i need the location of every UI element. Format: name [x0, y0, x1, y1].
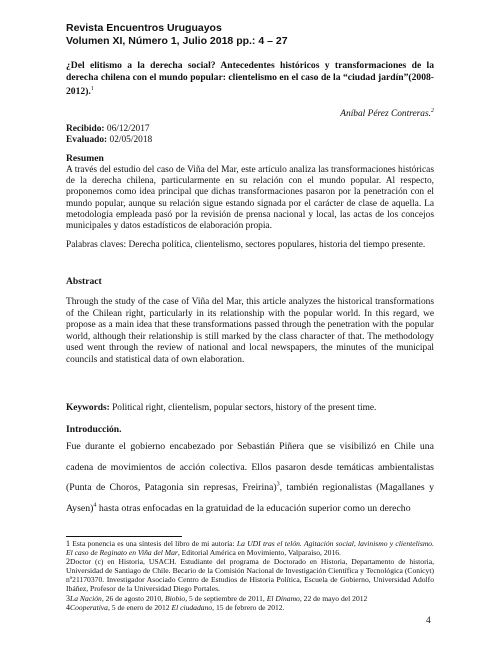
journal-header	[66, 22, 288, 48]
footnote-3-date-c: , 22 de mayo del 2012	[299, 593, 368, 603]
title-footnote-marker[interactable]: 1	[90, 85, 94, 92]
received-value: 06/12/2017	[106, 124, 150, 134]
article-author	[340, 108, 434, 119]
resumen-heading: Resumen	[66, 153, 104, 164]
footnote-3-date-b: , 5 de septiembre de 2011,	[185, 593, 267, 603]
footnote-3-number: 3	[66, 593, 70, 603]
article-title	[66, 60, 434, 98]
footnote-4-source-b: El ciudadano	[171, 602, 213, 612]
evaluated-label: Evaluado:	[66, 135, 108, 145]
footnote-1-publisher: , Editorial América en Movimiento, Valparaíso, 2016.	[177, 548, 341, 558]
intro-text-3: hasta otras enfocadas en la gratuidad de la educación superior como un derecho	[96, 502, 411, 514]
footnote-3-source-c: El Dínamo	[266, 593, 300, 603]
footnote-4-date-a: , 5 de enero de 2012	[107, 602, 172, 612]
footnote-2-text: Doctor (c) en Historia, USACH. Estudiante del programa de Doctorado en Historia, Departamento de historia, Universidad de Santiago de Chile. Becario de la Comisión Nacional de Investigación Científica y Tecnológica (Conicyt) nº21170370. Investigador Asociado Centro de Estudios de Historia Política, Escuela de Gobierno, Universidad Adolfo Ibáñez, Profesor de la Universidad Diego Portales.	[66, 557, 434, 594]
introduccion-text	[66, 437, 434, 519]
footnote-1-book-title: La UDI tras el telón. Agitación social, lavinismo y clientelismo. El caso de Reginato en Viña del Mar	[66, 539, 435, 558]
received-label: Recibido:	[66, 124, 105, 134]
page-number: 4	[426, 616, 431, 626]
footnote-4-date-b: , 15 de febrero de 2012.	[212, 602, 285, 612]
journal-name: Revista Encuentros Uruguayos	[66, 22, 222, 34]
resumen-text: A través del estudio del caso de Viña del Mar, este artículo analiza las transformaciones históricas de la derecha chilena, particularmente en su relación con el mundo popular. Al respecto, proponemos como idea principal que dichas transformaciones pasaron por la penetración con el mundo popular, aunque su relación sigue estando signada por el carácter de clase de aquella. La metodología empleada pasó por la revisión de prensa nacional y local, las actas de los concejos municipales y datos estadísticos de elaboración propia.	[66, 165, 434, 232]
footnote-4	[66, 603, 434, 612]
resumen-keywords: Palabras claves: Derecha política, clientelismo, sectores populares, historia del tiempo presente.	[66, 240, 426, 250]
evaluated-value: 02/05/2018	[109, 135, 153, 145]
article-dates	[66, 124, 152, 146]
author-footnote-marker[interactable]: 2	[431, 108, 434, 114]
footnote-2	[66, 557, 434, 593]
footnote-1-text: Esta ponencia es una síntesis del libro de mi autoría:	[70, 539, 237, 548]
journal-volume: Volumen XI, Número 1, Julio 2018 pp.: 4 – 27	[66, 35, 288, 47]
footnote-3-source-b: Biobio	[164, 593, 186, 603]
evaluated-date	[66, 135, 152, 146]
abstract-keywords-value: Political right, clientelism, popular sectors, history of the present time.	[112, 403, 377, 413]
intro-text-1: Fue durante el gobierno encabezado por Sebastián Piñera que se visibilizó en Chile una cadena de movimientos de acción colectiva. Ellos pasaron desde temáticas ambientalistas (Punta de Choros, Patagonia sin represas, Freirina)	[66, 441, 434, 493]
abstract-text: Through the study of the case of Viña del Mar, this article analyzes the historical transformations of the Chilean right, particularly in its relationship with the popular world. In this regard, we propose as a main idea that these transformations passed through the penetration with the popular world, although their relationship is still marked by the class character of that. The methodology used went through the review of national and local newspapers, the minutes of the municipal councils and statistical data of own elaboration.	[66, 297, 434, 365]
footnote-3-source-a: La Nación	[70, 593, 102, 603]
abstract-keywords-label: Keywords:	[66, 403, 110, 413]
footnote-marker-4[interactable]: 4	[93, 502, 97, 509]
footnotes	[66, 539, 434, 612]
footnote-4-number: 4	[66, 602, 70, 612]
author-name: Aníbal Pérez Contreras.	[340, 109, 431, 120]
intro-text-2: , también regionalistas (Magallanes y Aysen)	[66, 482, 434, 514]
footnote-2-number: 2	[66, 557, 70, 567]
received-date	[66, 124, 152, 135]
footnote-1-number: 1	[66, 539, 70, 548]
introduccion-heading: Introducción.	[66, 424, 122, 435]
footnote-divider	[66, 536, 182, 537]
abstract-heading: Abstract	[66, 276, 102, 287]
footnote-1	[66, 539, 434, 557]
abstract-keywords	[66, 403, 434, 414]
footnote-marker-3[interactable]: 3	[276, 481, 280, 488]
footnote-3-date-a: , 26 de agosto 2010,	[101, 593, 165, 603]
footnote-4-source-a: Cooperativa	[70, 602, 108, 612]
article-title-text: ¿Del elitismo a la derecha social? Antecedentes históricos y transformaciones de la derecha chilena con el mundo popular: clientelismo en el caso de la “ciudad jardín”(2008-2012).	[66, 60, 434, 97]
footnote-3	[66, 594, 434, 603]
